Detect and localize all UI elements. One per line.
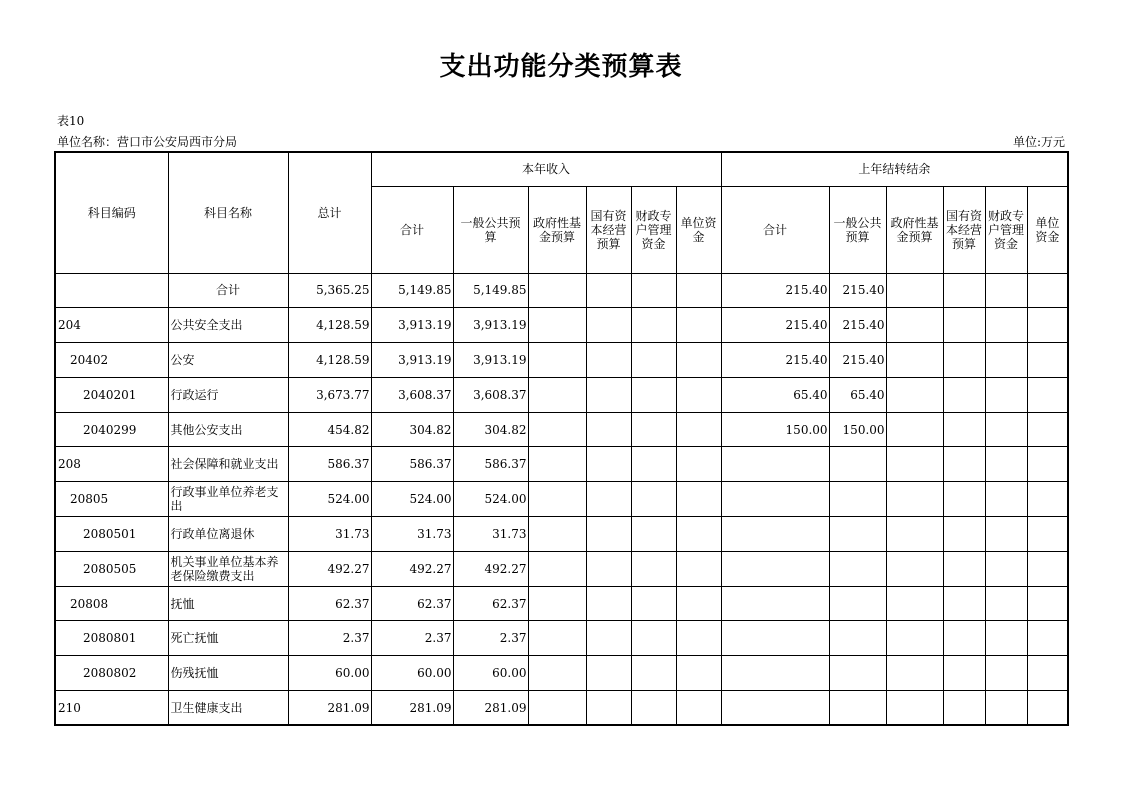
cell-name: 死亡抚恤 bbox=[168, 621, 288, 656]
cell-name: 行政单位离退休 bbox=[168, 517, 288, 552]
cell-total: 4,128.59 bbox=[288, 308, 371, 343]
page-title: 支出功能分类预算表 bbox=[439, 52, 683, 82]
cell-prior-special bbox=[985, 377, 1027, 412]
cell-current-general: 524.00 bbox=[453, 482, 528, 517]
cell-current-general: 281.09 bbox=[453, 691, 528, 726]
cell-current-unit bbox=[676, 656, 721, 691]
cell-prior-general: 215.40 bbox=[829, 273, 886, 308]
table-row bbox=[55, 621, 1068, 656]
cell-current-unit bbox=[676, 308, 721, 343]
cell-current-fund bbox=[528, 482, 586, 517]
header-name: 科目名称 bbox=[168, 152, 288, 273]
cell-current-total: 3,608.37 bbox=[371, 377, 453, 412]
cell-prior-total bbox=[721, 656, 829, 691]
cell-prior-fund bbox=[886, 621, 943, 656]
cell-prior-special bbox=[985, 517, 1027, 552]
cell-name: 公安 bbox=[168, 343, 288, 378]
cell-prior-state bbox=[943, 343, 985, 378]
cell-total: 3,673.77 bbox=[288, 377, 371, 412]
cell-current-state bbox=[586, 621, 631, 656]
cell-prior-total: 150.00 bbox=[721, 412, 829, 447]
cell-current-total: 62.37 bbox=[371, 586, 453, 621]
cell-name: 行政运行 bbox=[168, 377, 288, 412]
cell-prior-special bbox=[985, 586, 1027, 621]
cell-current-total: 60.00 bbox=[371, 656, 453, 691]
cell-name: 机关事业单位基本养老保险缴费支出 bbox=[168, 551, 288, 586]
cell-current-state bbox=[586, 412, 631, 447]
cell-prior-fund bbox=[886, 412, 943, 447]
cell-prior-state bbox=[943, 377, 985, 412]
cell-code: 208 bbox=[55, 447, 168, 482]
cell-total: 586.37 bbox=[288, 447, 371, 482]
header-code: 科目编码 bbox=[55, 152, 168, 273]
cell-current-state bbox=[586, 691, 631, 726]
cell-current-special bbox=[631, 691, 676, 726]
cell-current-special bbox=[631, 343, 676, 378]
cell-current-special bbox=[631, 308, 676, 343]
cell-prior-unit bbox=[1027, 656, 1068, 691]
cell-current-unit bbox=[676, 517, 721, 552]
cell-current-total: 5,149.85 bbox=[371, 273, 453, 308]
header-current-income: 本年收入 bbox=[371, 152, 721, 186]
cell-current-general: 31.73 bbox=[453, 517, 528, 552]
header-prior-unit: 单位资金 bbox=[1027, 186, 1068, 273]
table-row bbox=[55, 343, 1068, 378]
cell-name: 其他公安支出 bbox=[168, 412, 288, 447]
cell-total: 524.00 bbox=[288, 482, 371, 517]
cell-prior-fund bbox=[886, 691, 943, 726]
table-row bbox=[55, 482, 1068, 517]
cell-prior-state bbox=[943, 691, 985, 726]
cell-code: 210 bbox=[55, 691, 168, 726]
cell-current-special bbox=[631, 656, 676, 691]
cell-current-unit bbox=[676, 551, 721, 586]
cell-current-fund bbox=[528, 517, 586, 552]
header-current-fund: 政府性基金预算 bbox=[528, 186, 586, 273]
cell-current-unit bbox=[676, 377, 721, 412]
table-row bbox=[55, 377, 1068, 412]
cell-total: 4,128.59 bbox=[288, 343, 371, 378]
cell-prior-total: 215.40 bbox=[721, 343, 829, 378]
cell-prior-state bbox=[943, 551, 985, 586]
cell-current-state bbox=[586, 586, 631, 621]
cell-current-special bbox=[631, 551, 676, 586]
cell-current-fund bbox=[528, 343, 586, 378]
cell-current-special bbox=[631, 273, 676, 308]
cell-prior-fund bbox=[886, 656, 943, 691]
cell-code: 2080802 bbox=[55, 656, 168, 691]
table-number: 表10 bbox=[57, 114, 85, 128]
cell-current-general: 62.37 bbox=[453, 586, 528, 621]
cell-prior-state bbox=[943, 482, 985, 517]
cell-prior-state bbox=[943, 273, 985, 308]
cell-total: 2.37 bbox=[288, 621, 371, 656]
cell-prior-fund bbox=[886, 273, 943, 308]
currency-unit-label: 单位:万元 bbox=[1012, 135, 1065, 149]
cell-current-unit bbox=[676, 586, 721, 621]
cell-prior-unit bbox=[1027, 691, 1068, 726]
cell-prior-special bbox=[985, 621, 1027, 656]
cell-current-state bbox=[586, 551, 631, 586]
cell-prior-total bbox=[721, 691, 829, 726]
cell-current-fund bbox=[528, 273, 586, 308]
cell-prior-general bbox=[829, 586, 886, 621]
cell-prior-special bbox=[985, 551, 1027, 586]
cell-current-state bbox=[586, 447, 631, 482]
cell-prior-unit bbox=[1027, 482, 1068, 517]
cell-prior-unit bbox=[1027, 412, 1068, 447]
table-row bbox=[55, 656, 1068, 691]
cell-prior-total bbox=[721, 482, 829, 517]
cell-prior-unit bbox=[1027, 377, 1068, 412]
cell-current-state bbox=[586, 273, 631, 308]
table-row bbox=[55, 517, 1068, 552]
cell-prior-unit bbox=[1027, 517, 1068, 552]
cell-prior-unit bbox=[1027, 621, 1068, 656]
cell-prior-special bbox=[985, 447, 1027, 482]
cell-prior-unit bbox=[1027, 586, 1068, 621]
header-prior-fund: 政府性基金预算 bbox=[886, 186, 943, 273]
cell-current-unit bbox=[676, 412, 721, 447]
cell-name: 伤残抚恤 bbox=[168, 656, 288, 691]
cell-prior-special bbox=[985, 656, 1027, 691]
cell-current-special bbox=[631, 517, 676, 552]
cell-current-state bbox=[586, 343, 631, 378]
cell-current-special bbox=[631, 412, 676, 447]
cell-prior-general bbox=[829, 621, 886, 656]
cell-current-total: 31.73 bbox=[371, 517, 453, 552]
cell-prior-fund bbox=[886, 447, 943, 482]
cell-total: 281.09 bbox=[288, 691, 371, 726]
cell-name: 卫生健康支出 bbox=[168, 691, 288, 726]
cell-prior-total: 215.40 bbox=[721, 308, 829, 343]
cell-current-state bbox=[586, 482, 631, 517]
cell-current-total: 3,913.19 bbox=[371, 308, 453, 343]
cell-current-total: 524.00 bbox=[371, 482, 453, 517]
cell-prior-general bbox=[829, 517, 886, 552]
cell-current-fund bbox=[528, 447, 586, 482]
cell-prior-general bbox=[829, 551, 886, 586]
cell-code: 2080501 bbox=[55, 517, 168, 552]
cell-prior-general: 215.40 bbox=[829, 343, 886, 378]
cell-prior-special bbox=[985, 691, 1027, 726]
header-prior-special: 财政专户管理资金 bbox=[985, 186, 1027, 273]
cell-prior-general: 215.40 bbox=[829, 308, 886, 343]
cell-name: 社会保障和就业支出 bbox=[168, 447, 288, 482]
cell-code: 2040201 bbox=[55, 377, 168, 412]
cell-prior-total bbox=[721, 621, 829, 656]
cell-prior-general bbox=[829, 447, 886, 482]
cell-current-special bbox=[631, 482, 676, 517]
cell-prior-fund bbox=[886, 586, 943, 621]
cell-prior-unit bbox=[1027, 308, 1068, 343]
table-row bbox=[55, 412, 1068, 447]
cell-prior-total bbox=[721, 447, 829, 482]
cell-current-general: 586.37 bbox=[453, 447, 528, 482]
cell-prior-state bbox=[943, 308, 985, 343]
cell-prior-unit bbox=[1027, 551, 1068, 586]
cell-total: 454.82 bbox=[288, 412, 371, 447]
cell-code: 20808 bbox=[55, 586, 168, 621]
cell-total: 5,365.25 bbox=[288, 273, 371, 308]
cell-prior-fund bbox=[886, 377, 943, 412]
cell-current-general: 3,913.19 bbox=[453, 308, 528, 343]
header-prior-state: 国有资本经营预算 bbox=[943, 186, 985, 273]
cell-current-general: 60.00 bbox=[453, 656, 528, 691]
cell-current-unit bbox=[676, 691, 721, 726]
cell-current-general: 492.27 bbox=[453, 551, 528, 586]
cell-prior-general bbox=[829, 656, 886, 691]
cell-code bbox=[55, 273, 168, 308]
cell-prior-state bbox=[943, 517, 985, 552]
cell-prior-total bbox=[721, 551, 829, 586]
cell-current-special bbox=[631, 447, 676, 482]
cell-prior-special bbox=[985, 343, 1027, 378]
cell-prior-state bbox=[943, 412, 985, 447]
cell-current-fund bbox=[528, 412, 586, 447]
cell-code: 2040299 bbox=[55, 412, 168, 447]
cell-prior-special bbox=[985, 273, 1027, 308]
cell-current-fund bbox=[528, 551, 586, 586]
header-current-total: 合计 bbox=[371, 186, 453, 273]
cell-prior-unit bbox=[1027, 273, 1068, 308]
cell-name: 合计 bbox=[168, 273, 288, 308]
cell-prior-state bbox=[943, 621, 985, 656]
cell-prior-fund bbox=[886, 551, 943, 586]
cell-code: 20402 bbox=[55, 343, 168, 378]
cell-current-unit bbox=[676, 273, 721, 308]
cell-prior-general: 65.40 bbox=[829, 377, 886, 412]
cell-prior-unit bbox=[1027, 447, 1068, 482]
cell-current-total: 304.82 bbox=[371, 412, 453, 447]
cell-prior-state bbox=[943, 447, 985, 482]
cell-current-special bbox=[631, 586, 676, 621]
cell-prior-unit bbox=[1027, 343, 1068, 378]
cell-prior-total: 215.40 bbox=[721, 273, 829, 308]
cell-current-state bbox=[586, 377, 631, 412]
cell-current-general: 3,608.37 bbox=[453, 377, 528, 412]
cell-total: 60.00 bbox=[288, 656, 371, 691]
header-prior-total: 合计 bbox=[721, 186, 829, 273]
cell-current-general: 2.37 bbox=[453, 621, 528, 656]
cell-prior-fund bbox=[886, 308, 943, 343]
cell-prior-total bbox=[721, 517, 829, 552]
header-current-state: 国有资本经营预算 bbox=[586, 186, 631, 273]
cell-name: 公共安全支出 bbox=[168, 308, 288, 343]
cell-current-special bbox=[631, 377, 676, 412]
cell-prior-special bbox=[985, 308, 1027, 343]
header-prior-balance: 上年结转结余 bbox=[721, 152, 1068, 186]
cell-current-unit bbox=[676, 482, 721, 517]
cell-current-general: 3,913.19 bbox=[453, 343, 528, 378]
cell-current-fund bbox=[528, 656, 586, 691]
cell-current-total: 3,913.19 bbox=[371, 343, 453, 378]
cell-prior-fund bbox=[886, 343, 943, 378]
header-current-unit: 单位资金 bbox=[676, 186, 721, 273]
cell-prior-general bbox=[829, 691, 886, 726]
cell-current-total: 492.27 bbox=[371, 551, 453, 586]
cell-current-general: 5,149.85 bbox=[453, 273, 528, 308]
cell-current-state bbox=[586, 308, 631, 343]
cell-current-special bbox=[631, 621, 676, 656]
cell-current-total: 281.09 bbox=[371, 691, 453, 726]
cell-current-fund bbox=[528, 621, 586, 656]
cell-total: 62.37 bbox=[288, 586, 371, 621]
cell-current-state bbox=[586, 656, 631, 691]
cell-current-unit bbox=[676, 621, 721, 656]
cell-code: 2080801 bbox=[55, 621, 168, 656]
unit-name-label: 单位名称：营口市公安局西市分局 bbox=[57, 135, 238, 149]
cell-total: 31.73 bbox=[288, 517, 371, 552]
cell-current-total: 586.37 bbox=[371, 447, 453, 482]
cell-current-fund bbox=[528, 691, 586, 726]
cell-current-fund bbox=[528, 308, 586, 343]
cell-code: 20805 bbox=[55, 482, 168, 517]
header-current-special: 财政专户管理资金 bbox=[631, 186, 676, 273]
cell-prior-total: 65.40 bbox=[721, 377, 829, 412]
budget-table bbox=[54, 151, 1069, 726]
cell-prior-state bbox=[943, 656, 985, 691]
cell-current-fund bbox=[528, 586, 586, 621]
cell-prior-total bbox=[721, 586, 829, 621]
header-total: 总计 bbox=[288, 152, 371, 273]
table-row bbox=[55, 691, 1068, 726]
cell-code: 204 bbox=[55, 308, 168, 343]
header-prior-general: 一般公共预算 bbox=[829, 186, 886, 273]
cell-prior-state bbox=[943, 586, 985, 621]
cell-code: 2080505 bbox=[55, 551, 168, 586]
cell-prior-special bbox=[985, 412, 1027, 447]
table-row bbox=[55, 551, 1068, 586]
cell-current-unit bbox=[676, 343, 721, 378]
cell-total: 492.27 bbox=[288, 551, 371, 586]
cell-current-general: 304.82 bbox=[453, 412, 528, 447]
cell-prior-general bbox=[829, 482, 886, 517]
cell-current-fund bbox=[528, 377, 586, 412]
cell-prior-fund bbox=[886, 482, 943, 517]
cell-current-state bbox=[586, 517, 631, 552]
table-row bbox=[55, 586, 1068, 621]
cell-current-unit bbox=[676, 447, 721, 482]
table-row bbox=[55, 447, 1068, 482]
table-row bbox=[55, 308, 1068, 343]
cell-name: 行政事业单位养老支出 bbox=[168, 482, 288, 517]
header-current-general: 一般公共预算 bbox=[453, 186, 528, 273]
cell-prior-fund bbox=[886, 517, 943, 552]
table-row bbox=[55, 273, 1068, 308]
cell-prior-special bbox=[985, 482, 1027, 517]
cell-name: 抚恤 bbox=[168, 586, 288, 621]
cell-current-total: 2.37 bbox=[371, 621, 453, 656]
cell-prior-general: 150.00 bbox=[829, 412, 886, 447]
